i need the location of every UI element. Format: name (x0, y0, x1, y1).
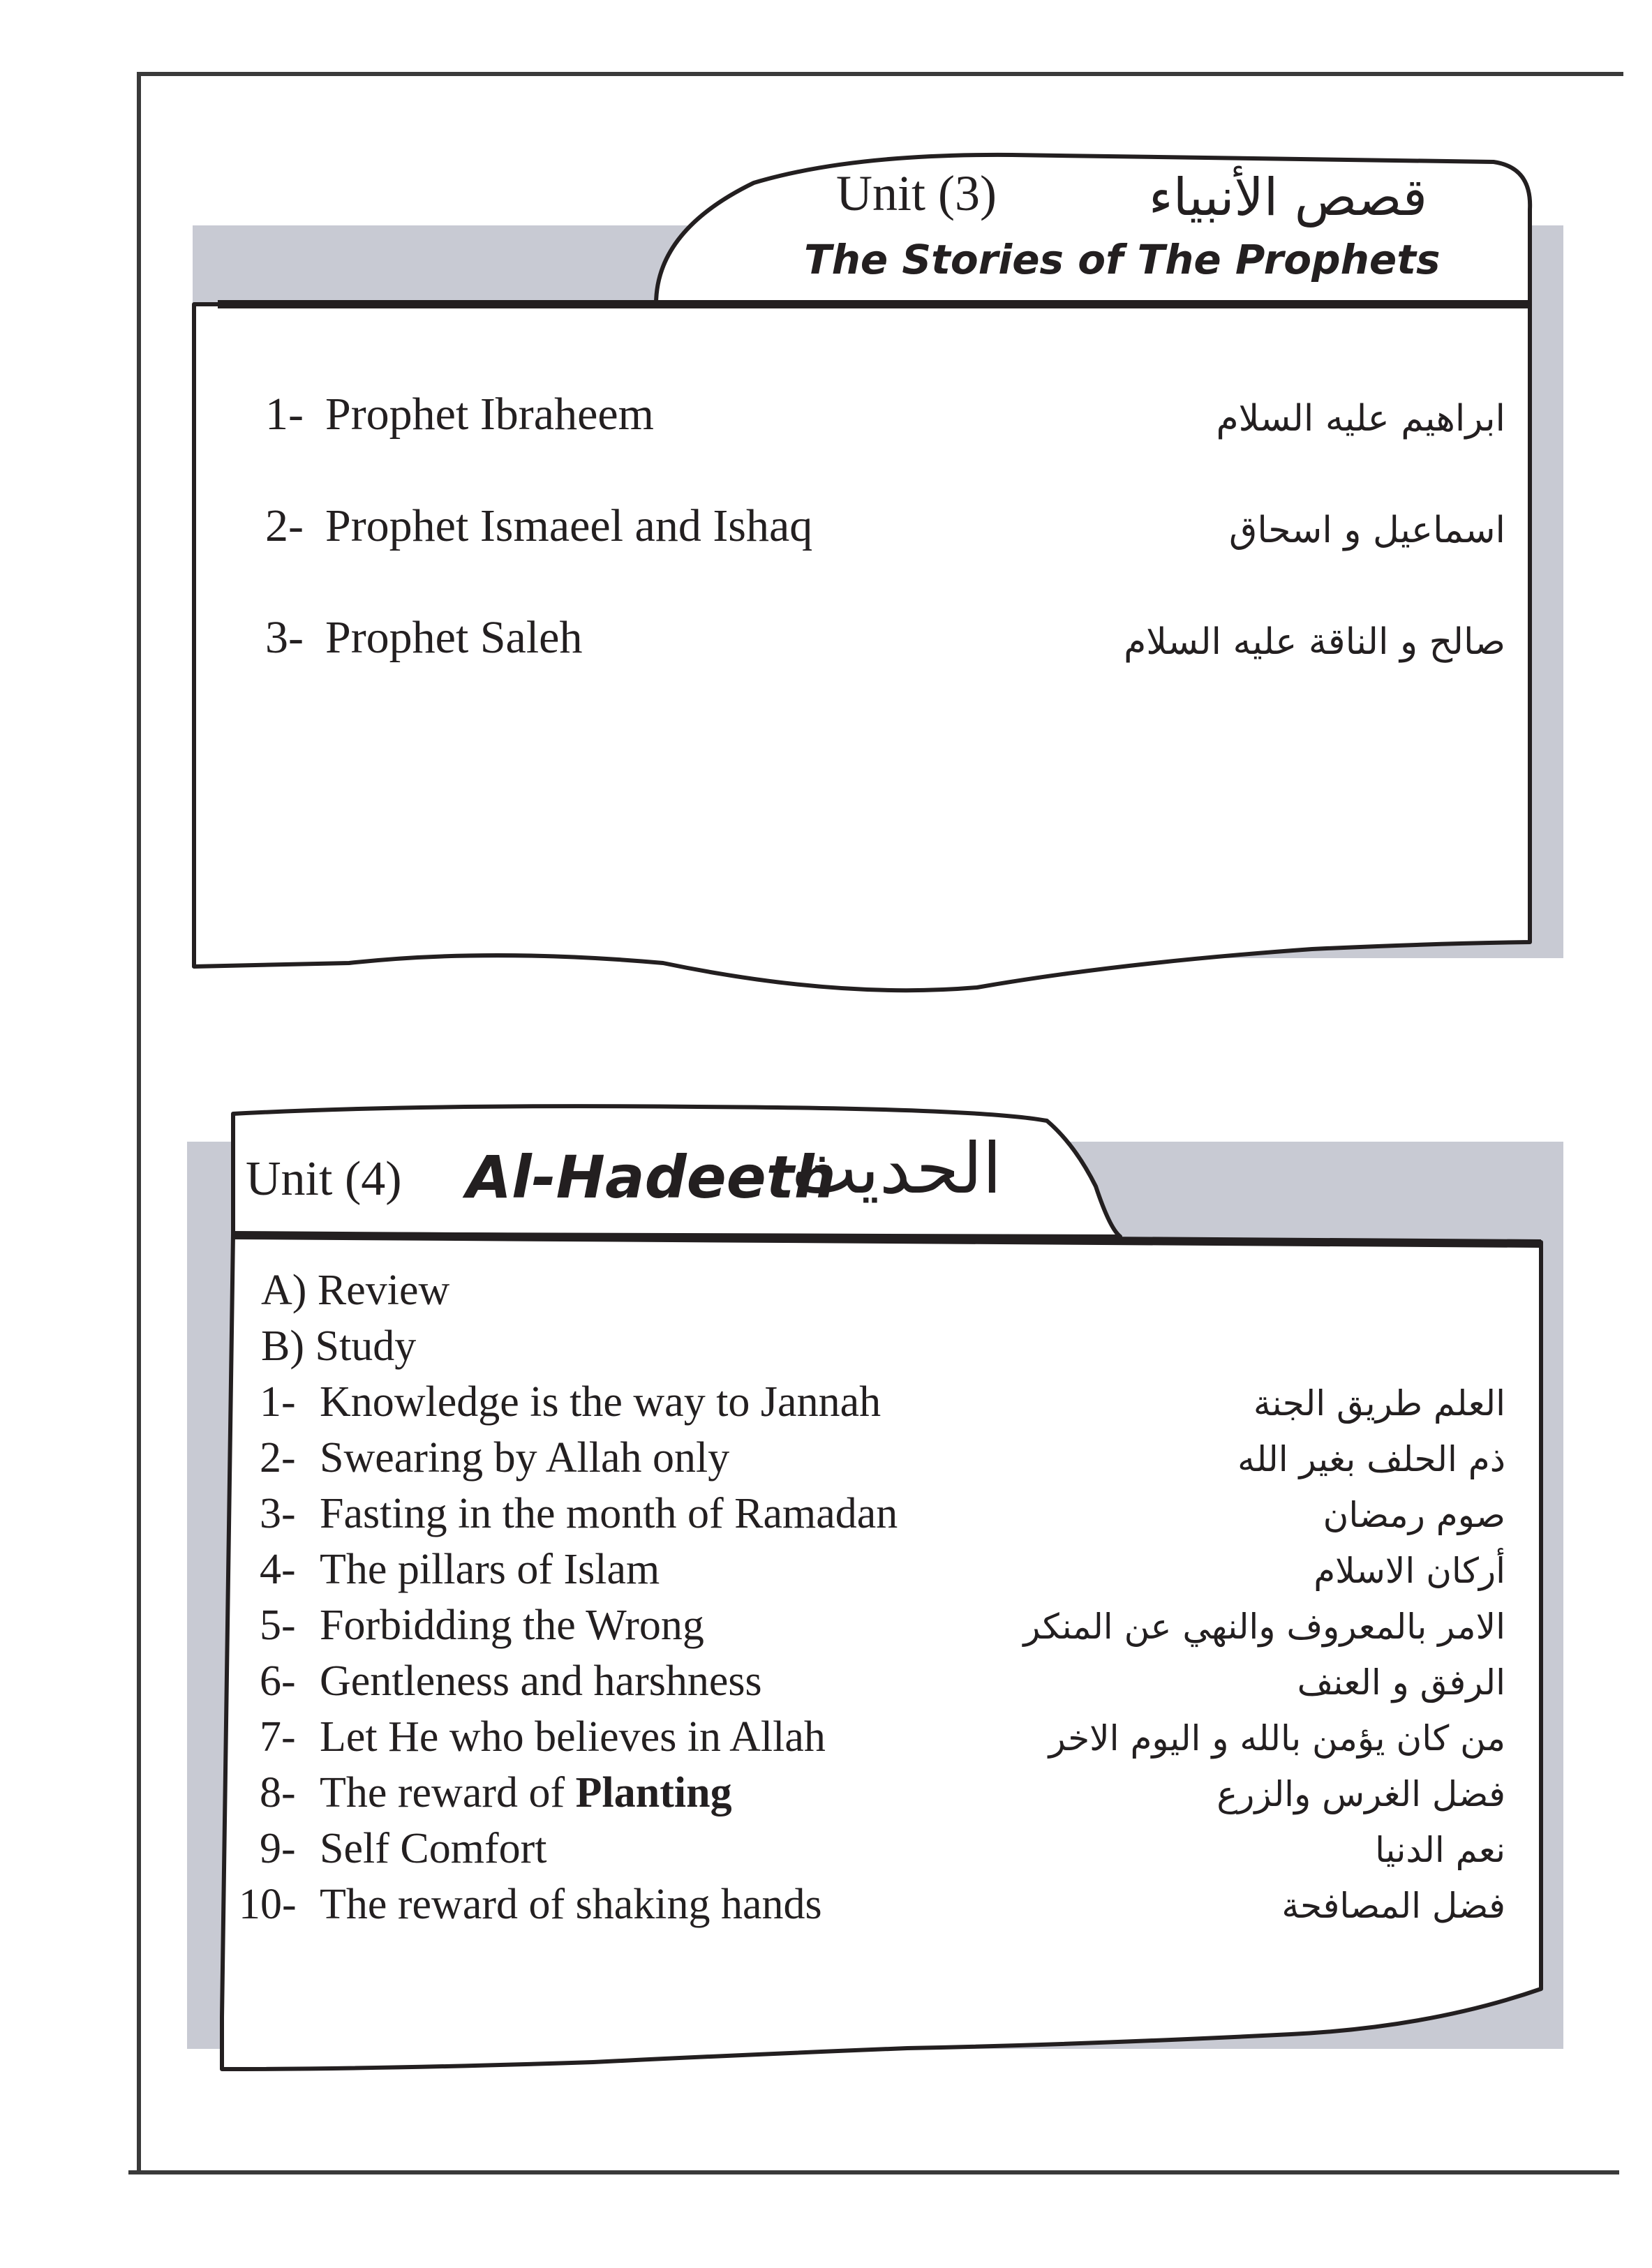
item-number: 1- (265, 389, 304, 440)
list-item (0, 1601, 1652, 1657)
item-title-arabic: صوم رمضان (1323, 1495, 1505, 1535)
list-item (0, 1378, 1652, 1433)
item-number: 3- (265, 612, 304, 663)
item-title-english: Gentleness and harshness (320, 1657, 762, 1705)
item-title-english: Fasting in the month of Ramadan (320, 1490, 898, 1537)
item-title-english: Prophet Ibraheem (325, 389, 654, 440)
section-heading-study: B) Study (261, 1322, 417, 1370)
item-title-arabic: الرفق و العنف (1297, 1662, 1505, 1703)
item-title-english: Self Comfort (320, 1825, 547, 1872)
item-number: 9- (260, 1825, 296, 1872)
unit3-subtitle: The Stories of The Prophets (804, 236, 1441, 283)
list-item (0, 1768, 1652, 1824)
item-number: 2- (265, 500, 304, 551)
item-title-english: Let He who believes in Allah (320, 1713, 826, 1761)
item-title-english (320, 1768, 732, 1818)
item-title-arabic: فضل المصافحة (1281, 1886, 1505, 1926)
item-number: 2- (260, 1434, 296, 1482)
item-title-arabic: صالح و الناقة عليه السلام (1124, 621, 1505, 663)
list-item (0, 1713, 1652, 1768)
item-number: 4- (260, 1546, 296, 1593)
item-title-english: The pillars of Islam (320, 1546, 660, 1593)
item-title-arabic: أركان الاسلام (1314, 1551, 1505, 1591)
list-item (0, 1545, 1652, 1601)
unit4-title: Al-Hadeeth (466, 1143, 836, 1211)
item-title-arabic: العلم طريق الجنة (1253, 1383, 1505, 1424)
item-title-arabic: من كان يؤمن بالله و اليوم الاخر (1048, 1718, 1505, 1759)
unit4-title-arabic: الحديث (791, 1128, 1002, 1209)
unit3-title-arabic: قصص الأنبياء (1148, 167, 1427, 227)
list-item (0, 1489, 1652, 1545)
unit4-label: Unit (4) (246, 1152, 402, 1206)
item-title-english: Forbidding the Wrong (320, 1602, 704, 1649)
list-item (0, 1880, 1652, 1936)
item-title-english: Swearing by Allah only (320, 1434, 730, 1482)
item-number: 6- (260, 1657, 296, 1705)
item-title-english: Knowledge is the way to Jannah (320, 1378, 881, 1426)
item-title-english: The reward of shaking hands (320, 1881, 822, 1928)
section-heading-review: A) Review (261, 1267, 450, 1314)
item-title-arabic: اسماعيل و اسحاق (1229, 509, 1505, 551)
item-title-arabic: فضل الغرس والزرع (1216, 1774, 1505, 1814)
list-item (0, 1824, 1652, 1880)
item-title-english-regular: The reward of (320, 1769, 576, 1816)
item-number: 7- (260, 1713, 296, 1761)
item-number: 3- (260, 1490, 296, 1537)
item-title-arabic: نعم الدنيا (1375, 1830, 1505, 1870)
list-item (0, 1433, 1652, 1489)
item-number: 5- (260, 1602, 296, 1649)
item-number: 10- (239, 1881, 297, 1928)
item-title-arabic: ذم الحلف بغير الله (1237, 1439, 1505, 1479)
item-title-arabic: الامر بالمعروف والنهي عن المنكر (1023, 1606, 1505, 1647)
item-title-english-bold: Planting (575, 1769, 732, 1816)
unit3-label: Unit (3) (836, 165, 997, 221)
item-title-english: Prophet Saleh (325, 612, 583, 663)
item-title-arabic: ابراهيم عليه السلام (1216, 398, 1505, 440)
item-number: 1- (260, 1378, 296, 1426)
item-number: 8- (260, 1769, 296, 1816)
item-title-english: Prophet Ismaeel and Ishaq (325, 500, 813, 551)
list-item (0, 1657, 1652, 1713)
